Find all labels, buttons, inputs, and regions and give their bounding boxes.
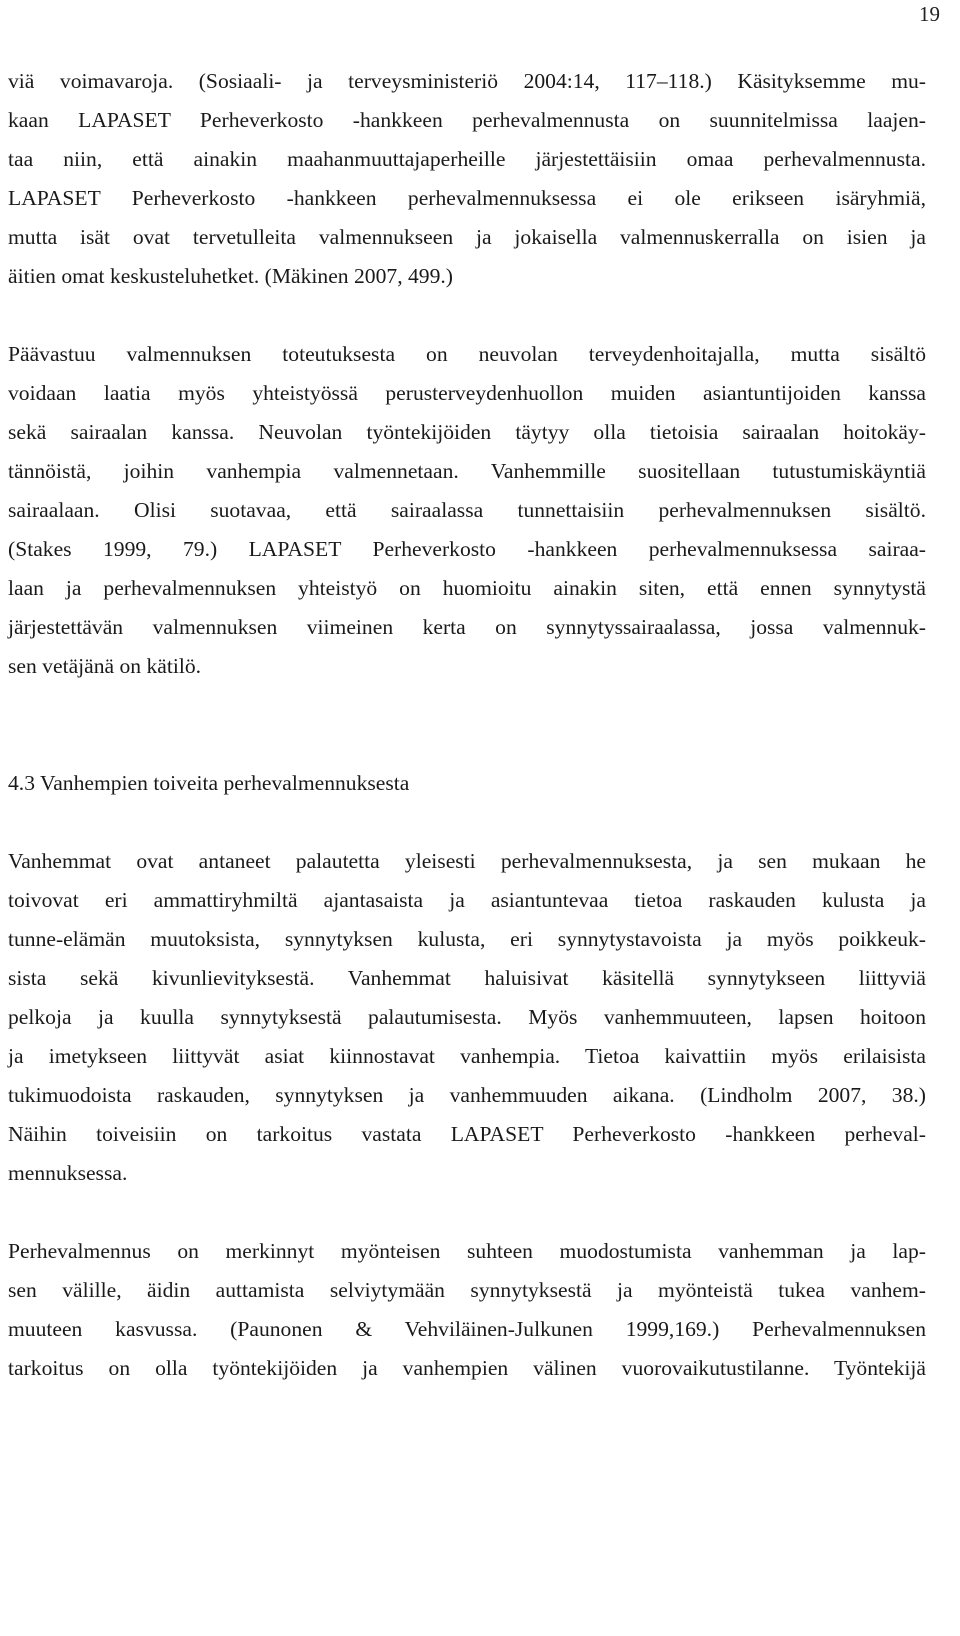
text-line: laan ja perhevalmennuksen yhteistyö on huomioitu ainakin siten, että ennen synnytystä (8, 576, 926, 600)
text-line: taa niin, että ainakin maahanmuuttajaperheille järjestettäisiin omaa perhevalmennusta. (8, 147, 926, 171)
text-line: pelkoja ja kuulla synnytyksestä palautumisesta. Myös vanhemmuuteen, lapsen hoitoon (8, 1005, 926, 1029)
text-line: tarkoitus on olla työntekijöiden ja vanhempien välinen vuorovaikutustilanne. Työntekijä (8, 1356, 926, 1380)
text-line: äitien omat keskusteluhetket. (Mäkinen 2007, 499.) (8, 264, 453, 288)
page-number: 19 (919, 2, 940, 26)
section-heading: 4.3 Vanhempien toiveita perhevalmennuksesta (8, 771, 410, 795)
text-line: viä voimavaroja. (Sosiaali- ja terveysministeriö 2004:14, 117–118.) Käsityksemme mu- (8, 69, 926, 93)
text-line: sen välille, äidin auttamista selviytymään synnytyksestä ja myönteistä tukea vanhem- (8, 1278, 926, 1302)
paragraph-2 (8, 335, 926, 686)
text-line: mennuksessa. (8, 1161, 128, 1185)
text-line: Päävastuu valmennuksen toteutuksesta on neuvolan terveydenhoitajalla, mutta sisältö (8, 342, 926, 366)
text-line: tukimuodoista raskauden, synnytyksen ja vanhemmuuden aikana. (Lindholm 2007, 38.) (8, 1083, 926, 1107)
text-line: sairaalaan. Olisi suotavaa, että sairaalassa tunnettaisiin perhevalmennuksen sisältö. (8, 498, 926, 522)
text-line: muuteen kasvussa. (Paunonen & Vehviläinen-Julkunen 1999,169.) Perhevalmennuksen (8, 1317, 926, 1341)
text-line: järjestettävän valmennuksen viimeinen kerta on synnytyssairaalassa, jossa valmennuk- (8, 615, 926, 639)
text-line: toivovat eri ammattiryhmiltä ajantasaista ja asiantuntevaa tietoa raskauden kulusta ja (8, 888, 926, 912)
text-line: sen vetäjänä on kätilö. (8, 654, 202, 678)
text-line: voidaan laatia myös yhteistyössä perusterveydenhuollon muiden asiantuntijoiden kanssa (8, 381, 926, 405)
text-line: Näihin toiveisiin on tarkoitus vastata LAPASET Perheverkosto -hankkeen perheval- (8, 1122, 926, 1146)
text-line: Perhevalmennus on merkinnyt myönteisen suhteen muodostumista vanhemman ja lap- (8, 1239, 926, 1263)
text-line: ja imetykseen liittyvät asiat kiinnostavat vanhempia. Tietoa kaivattiin myös erilaisista (8, 1044, 926, 1068)
document-body (8, 62, 926, 1388)
paragraph-3 (8, 842, 926, 1193)
text-line: LAPASET Perheverkosto -hankkeen perhevalmennuksessa ei ole erikseen isäryhmiä, (8, 186, 926, 210)
text-line: (Stakes 1999, 79.) LAPASET Perheverkosto -hankkeen perhevalmennuksessa sairaa- (8, 537, 926, 561)
text-line: sista sekä kivunlievityksestä. Vanhemmat haluisivat käsitellä synnytykseen liittyviä (8, 966, 926, 990)
text-line: Vanhemmat ovat antaneet palautetta yleisesti perhevalmennuksesta, ja sen mukaan he (8, 849, 926, 873)
text-line: sekä sairaalan kanssa. Neuvolan työntekijöiden täytyy olla tietoisia sairaalan hoitokäy- (8, 420, 926, 444)
text-line: tännöistä, joihin vanhempia valmennetaan. Vanhemmille suositellaan tutustumiskäyntiä (8, 459, 926, 483)
text-line: kaan LAPASET Perheverkosto -hankkeen perhevalmennusta on suunnitelmissa laajen- (8, 108, 926, 132)
paragraph-1 (8, 62, 926, 296)
text-line: tunne-elämän muutoksista, synnytyksen kulusta, eri synnytystavoista ja myös poikkeuk- (8, 927, 926, 951)
paragraph-4 (8, 1232, 926, 1388)
text-line: mutta isät ovat tervetulleita valmennukseen ja jokaisella valmennuskerralla on isien ja (8, 225, 926, 249)
